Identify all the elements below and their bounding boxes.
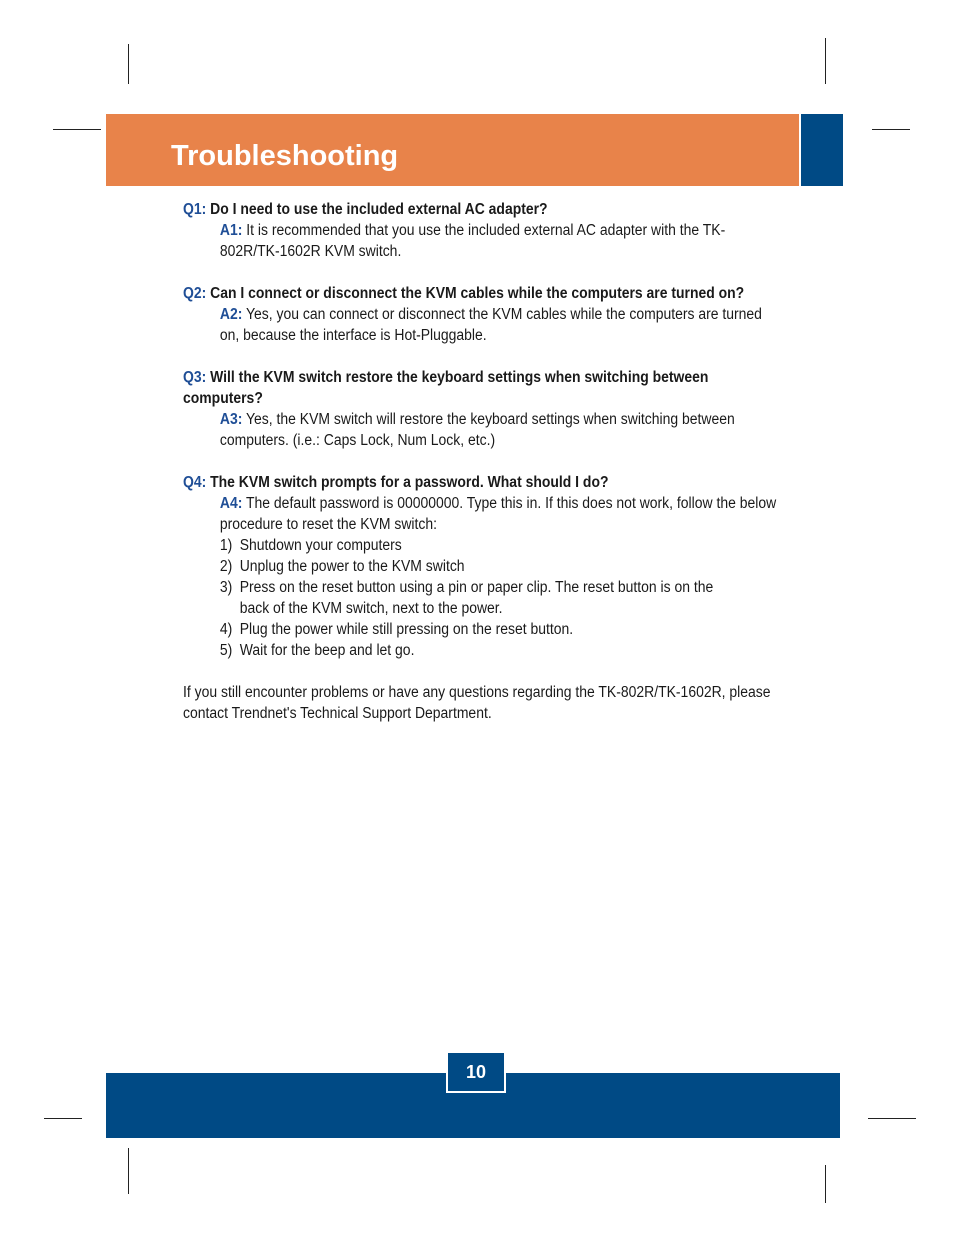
step-text: Wait for the beep and let go. <box>239 642 415 659</box>
faq-item-2 <box>183 283 777 346</box>
faq-item-3 <box>183 367 777 451</box>
step-text: Press on the reset button using a pin or paper clip. The reset button is on the back of the KVM switch, next to the power. <box>239 579 714 617</box>
answer-label: A3: <box>219 411 243 428</box>
closing-paragraph: If you still encounter problems or have any questions regarding the TK-802R/TK-1602R, please contact Trendnet's Technical Support Department. <box>183 684 771 722</box>
crop-mark <box>825 1165 826 1203</box>
step-text: Shutdown your computers <box>239 537 402 554</box>
list-item <box>220 556 777 577</box>
crop-mark <box>53 129 101 130</box>
header-accent-block <box>801 114 843 186</box>
step-number: 1) <box>219 537 233 554</box>
question-label: Q1: <box>183 201 207 218</box>
faq-item-1 <box>183 199 777 262</box>
question-label: Q4: <box>183 474 207 491</box>
step-number: 4) <box>219 621 233 638</box>
answer-label: A1: <box>219 222 243 239</box>
question <box>183 283 777 304</box>
question-text: Will the KVM switch restore the keyboard settings when switching between computers? <box>183 369 709 407</box>
answer <box>183 409 777 451</box>
question-text: Can I connect or disconnect the KVM cables while the computers are turned on? <box>206 285 745 302</box>
question-text: The KVM switch prompts for a password. What should I do? <box>206 474 609 491</box>
list-item <box>220 640 777 661</box>
answer <box>183 493 777 535</box>
answer-label: A4: <box>219 495 243 512</box>
answer <box>183 304 777 346</box>
step-number: 2) <box>219 558 233 575</box>
question-text: Do I need to use the included external AC adapter? <box>206 201 548 218</box>
answer <box>183 220 777 262</box>
reset-steps-list <box>183 535 777 661</box>
question <box>183 367 777 409</box>
faq-content <box>183 199 777 724</box>
step-number: 3) <box>219 579 233 596</box>
answer-text: Yes, you can connect or disconnect the KVM cables while the computers are turned on, because the interface is Hot-Pluggable. <box>219 306 762 344</box>
faq-item-4 <box>183 472 777 661</box>
answer-label: A2: <box>219 306 243 323</box>
crop-mark <box>44 1118 82 1119</box>
question-label: Q3: <box>183 369 207 386</box>
answer-text: Yes, the KVM switch will restore the keyboard settings when switching between computers. (i.e.: Caps Lock, Num Lock, etc.) <box>219 411 735 449</box>
crop-mark <box>128 44 129 84</box>
page-title: Troubleshooting <box>171 140 399 172</box>
step-number: 5) <box>219 642 233 659</box>
list-item <box>220 535 777 556</box>
crop-mark <box>128 1148 129 1194</box>
crop-mark <box>868 1118 916 1119</box>
crop-mark <box>825 38 826 84</box>
crop-mark <box>872 129 910 130</box>
list-item <box>220 619 777 640</box>
step-text: Unplug the power to the KVM switch <box>239 558 465 575</box>
question <box>183 472 777 493</box>
step-text: Plug the power while still pressing on the reset button. <box>239 621 574 638</box>
question <box>183 199 777 220</box>
page-number-box <box>446 1053 506 1093</box>
page-number: 10 <box>465 1061 487 1082</box>
answer-text: It is recommended that you use the included external AC adapter with the TK-802R/TK-1602R KVM switch. <box>219 222 726 260</box>
answer-text: The default password is 00000000. Type this in. If this does not work, follow the below procedure to reset the KVM switch: <box>219 495 777 533</box>
list-item <box>220 577 777 619</box>
question-label: Q2: <box>183 285 207 302</box>
